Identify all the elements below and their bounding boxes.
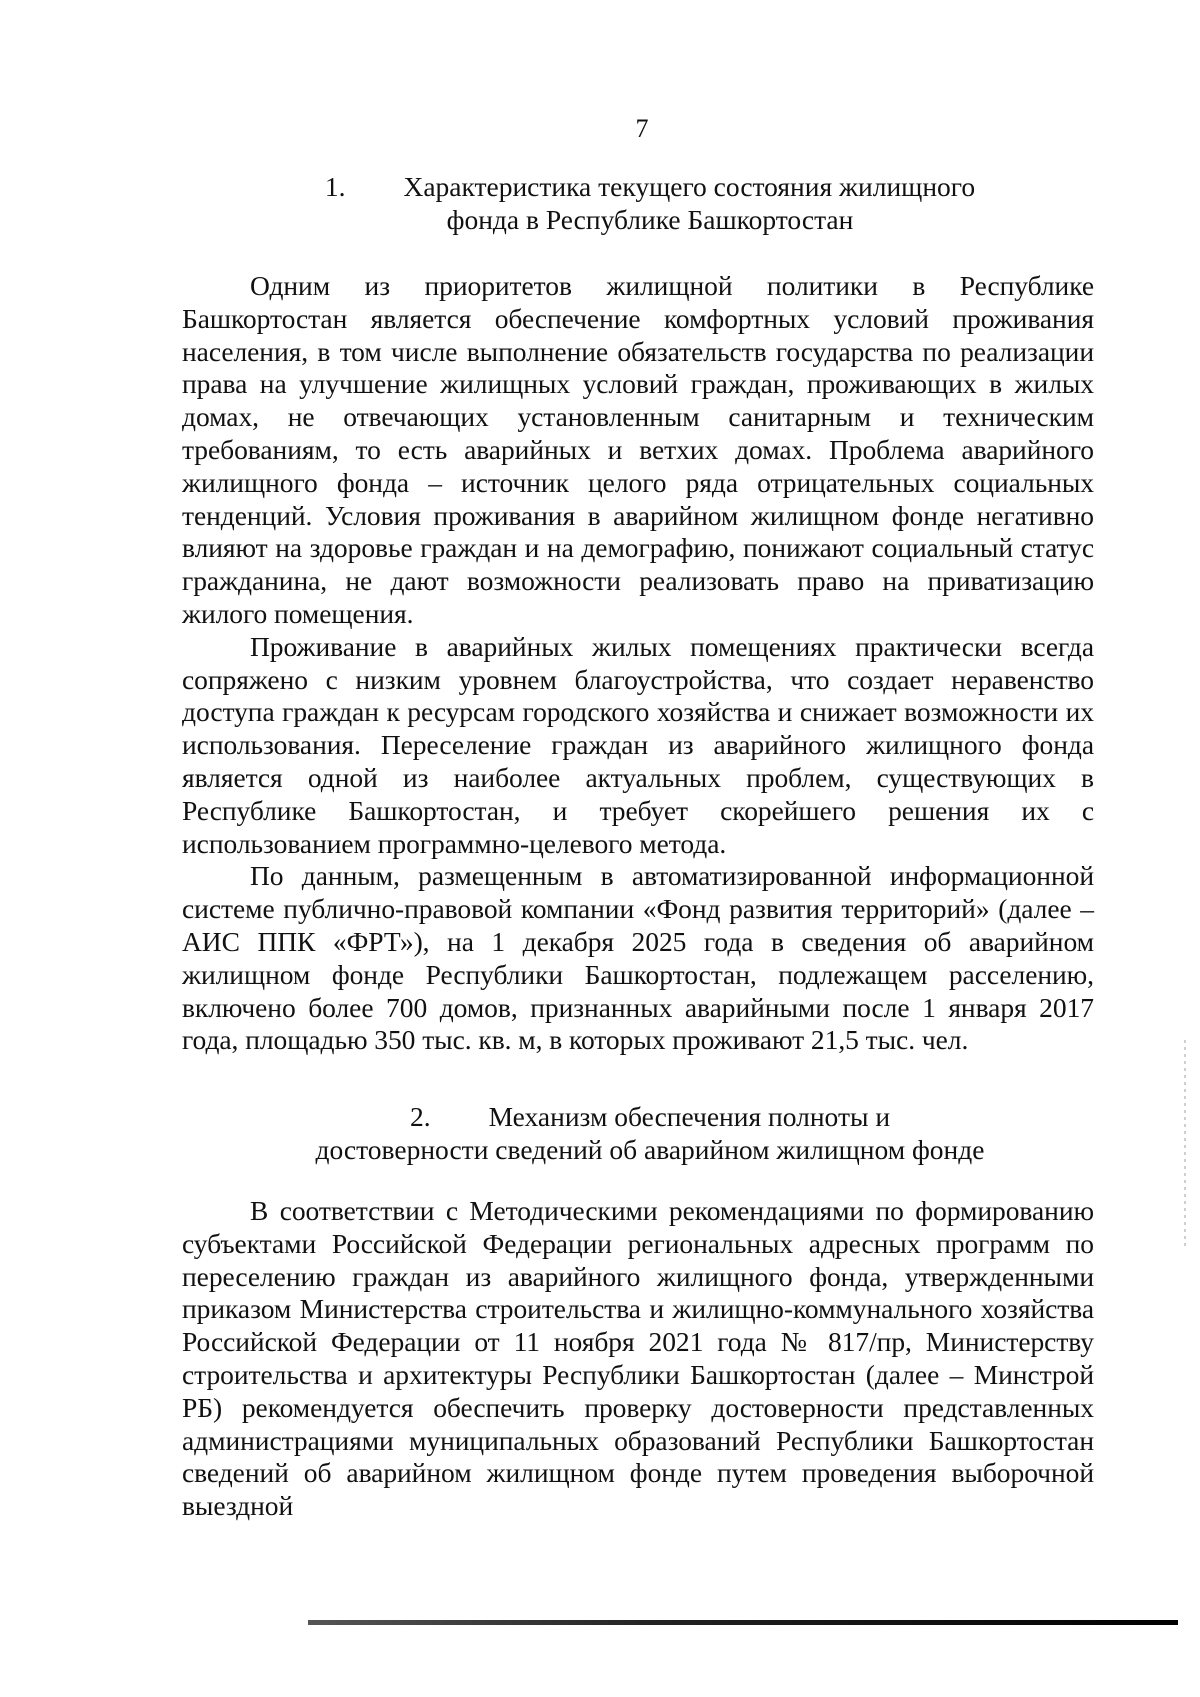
section-1-title-line-2: фонда в Республике Башкортостан (446, 203, 854, 235)
section-1-number: 1. (324, 171, 346, 202)
section-2-number: 2. (409, 1101, 431, 1132)
section-1-paragraph-3: По данным, размещенным в автоматизированной информационной системе публично-правовой компании «Фонд развития территорий» (далее – АИС ППК «ФРТ»), на 1 декабря 2025 года в сведения об аварийном жилищном фонде Республики Башкортостан, подлежащем расселению, включено более 700 домов, признанных аварийными после 1 января 2017 года, площадью 350 тыс. кв. м, в которых проживают 21,5 тыс. чел. (182, 860, 1094, 1056)
section-1-body (182, 270, 1094, 1057)
section-2-title-line-2: достоверности сведений об аварийном жилищном фонде (315, 1133, 985, 1165)
section-1-paragraph-1: Одним из приоритетов жилищной политики в Республике Башкортостан является обеспечение комфортных условий проживания населения, в том числе выполнение обязательств государства по реализации права на улучшение жилищных условий граждан, проживающих в жилых домах, не отвечающих установленным санитарным и техническим требованиям, то есть аварийных и ветхих домах. Проблема аварийного жилищного фонда – источник целого ряда отрицательных социальных тенденций. Условия проживания в аварийном жилищном фонде негативно влияют на здоровье граждан и на демографию, понижают социальный статус гражданина, не дают возможности реализовать право на приватизацию жилого помещения. (182, 270, 1094, 629)
section-1-title-text-1: Характеристика текущего состояния жилищного (403, 171, 976, 202)
section-2-title-line-1 (50, 1101, 1200, 1134)
page-number: 7 (635, 114, 649, 143)
bottom-scan-rule (308, 1620, 1178, 1625)
section-2-paragraph-1: В соответствии с Методическими рекомендациями по формированию субъектами Российской Федерации региональных адресных программ по переселению граждан из аварийного жилищного фонда, утвержденными приказом Министерства строительства и жилищно-коммунального хозяйства Российской Федерации от 11 ноября 2021 года № 817/пр, Министерству строительства и архитектуры Республики Башкортостан (далее – Минстрой РБ) рекомендуется обеспечить проверку достоверности представленных администрациями муниципальных образований Республики Башкортостан сведений об аварийном жилищном фонде путем проведения выборочной выездной (182, 1195, 1094, 1522)
section-2-body (182, 1195, 1094, 1523)
scan-edge-marks (1184, 1040, 1186, 1250)
section-2-heading (50, 1101, 1200, 1166)
section-1-title-line-1 (50, 171, 1200, 204)
section-1-paragraph-2: Проживание в аварийных жилых помещениях практически всегда сопряжено с низким уровнем благоустройства, что создает неравенство доступа граждан к ресурсам городского хозяйства и снижает возможности их использования. Переселение граждан из аварийного жилищного фонда является одной из наиболее актуальных проблем, существующих в Республике Башкортостан, и требует скорейшего решения их с использованием программно-целевого метода. (182, 630, 1094, 859)
section-2-title-text-1: Механизм обеспечения полноты и (488, 1101, 891, 1132)
section-1-heading (50, 171, 1200, 236)
